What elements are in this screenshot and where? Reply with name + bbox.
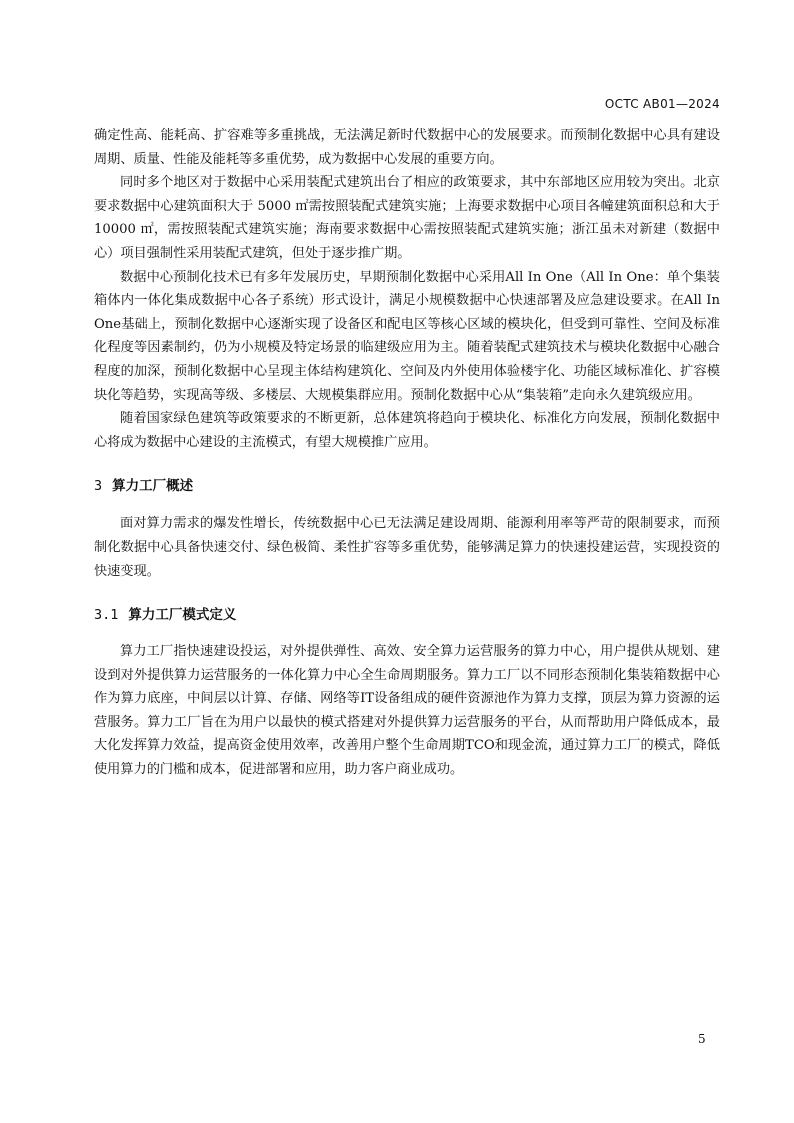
paragraph-policy: 同时多个地区对于数据中心采用装配式建筑出台了相应的政策要求，其中东部地区应用较为突出。北京要求数据中心建筑面积大于 5000 ㎡需按照装配式建筑实施；上海要求数据中心项目各幢建筑面积总和大于 10000 ㎡，需按照装配式建筑实施；海南要求数据中心需按照装配式建筑实施；浙江虽未对新建（数据中心）项目强制性采用装配式建筑，但处于逐步推广期。: [94, 175, 720, 261]
paragraph-trend: 随着国家绿色建筑等政策要求的不断更新，总体建筑将趋向于模块化、标准化方向发展，预制化数据中心将成为数据中心建设的主流模式，有望大规模推广应用。: [94, 411, 720, 450]
document-body: [94, 124, 720, 782]
section-3-1-heading: [94, 603, 720, 623]
document-code: OCTC AB01—2024: [604, 97, 720, 111]
section-3-paragraph: 面对算力需求的爆发性增长，传统数据中心已无法满足建设周期、能源利用率等严苛的限制要求，而预制化数据中心具备快速交付、绿色极简、柔性扩容等多重优势，能够满足算力的快速投建运营，实现投资的快速变现。: [94, 516, 720, 579]
paragraph-history: 数据中心预制化技术已有多年发展历史，早期预制化数据中心采用All In One（All In One：单个集装箱体内一体化集成数据中心各子系统）形式设计，满足小规模数据中心快速部署及应急建设要求。在All In One基础上，预制化数据中心逐渐实现了设备区和配电区等核心区域的模块化，但受到可靠性、空间及标准化程度等因素制约，仍为小规模及特定场景的临建级应用为主。随着装配式建筑技术与模块化数据中心融合程度的加深，预制化数据中心呈现主体结构建筑化、空间及内外使用体验楼宇化、功能区域标准化、扩容模块化等趋势，实现高等级、多楼层、大规模集群应用。预制化数据中心从“集装箱”走向永久建筑级应用。: [94, 269, 720, 403]
section-3-title: 算力工厂概述: [112, 478, 194, 495]
page-number: 5: [698, 1032, 706, 1046]
section-3-heading: [94, 474, 720, 494]
paragraph-intro-continued: 确定性高、能耗高、扩容难等多重挑战，无法满足新时代数据中心的发展要求。而预制化数据中心具有建设周期、质量、性能及能耗等多重优势，成为数据中心发展的重要方向。: [94, 128, 720, 167]
section-3-1-paragraph: 算力工厂指快速建设投运，对外提供弹性、高效、安全算力运营服务的算力中心，用户提供从规划、建设到对外提供算力运营服务的一体化算力中心全生命周期服务。算力工厂以不同形态预制化集装箱数据中心作为算力底座，中间层以计算、存储、网络等IT设备组成的硬件资源池作为算力支撑，顶层为算力资源的运营服务。算力工厂旨在为用户以最快的模式搭建对外提供算力运营服务的平台，从而帮助用户降低成本，最大化发挥算力效益，提高资金使用效率，改善用户整个生命周期TCO和现金流，通过算力工厂的模式，降低使用算力的门槛和成本，促进部署和应用，助力客户商业成功。: [94, 644, 720, 778]
section-3-1-number: 3.1: [94, 607, 119, 624]
section-3-1-title: 算力工厂模式定义: [128, 607, 237, 624]
section-3-number: 3: [94, 478, 103, 495]
